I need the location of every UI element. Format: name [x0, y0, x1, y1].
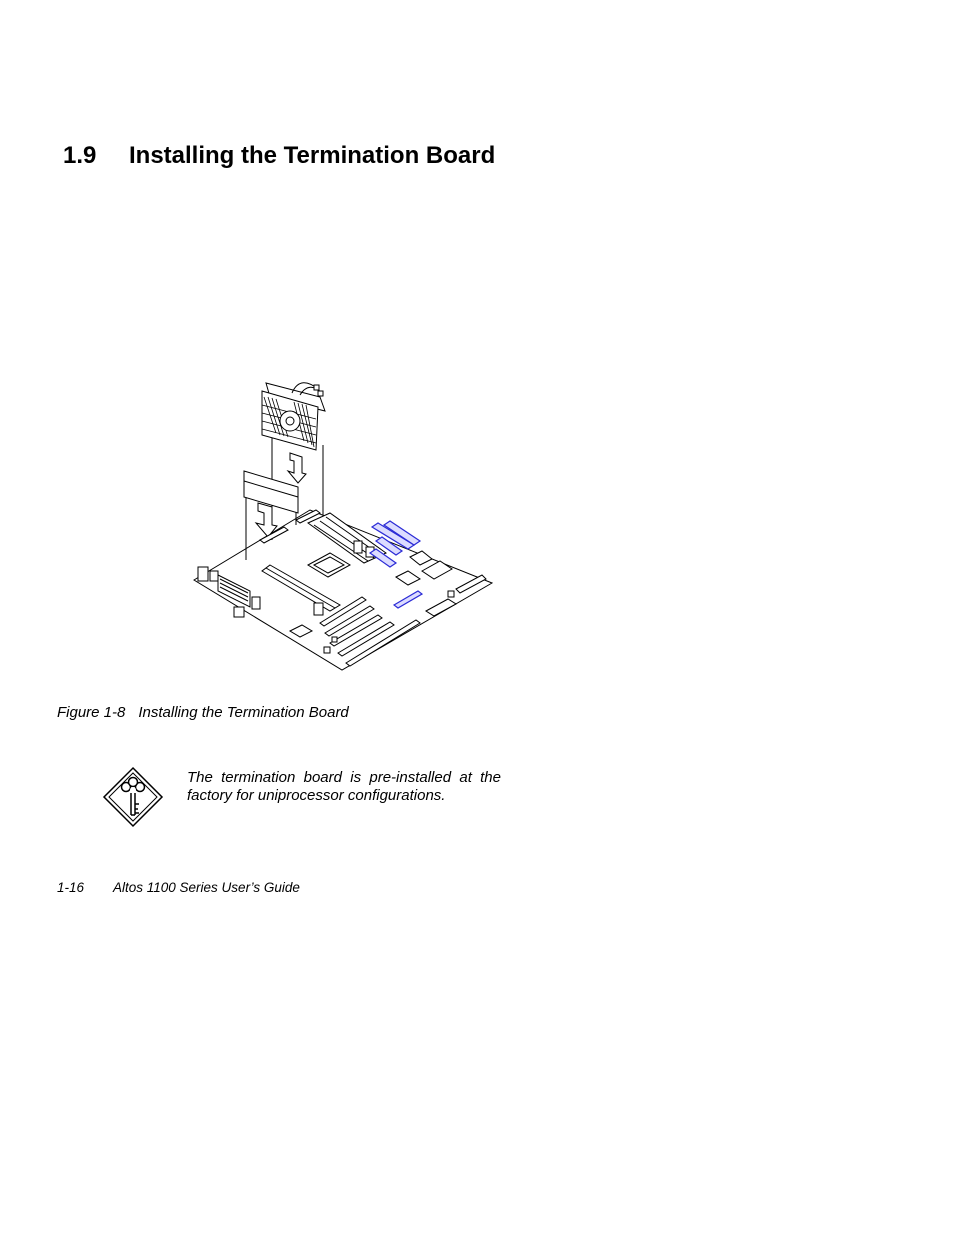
- motherboard-installation-diagram: [190, 375, 500, 675]
- section-heading: [63, 140, 495, 172]
- page-number: 1-16: [57, 880, 85, 895]
- section-title: Installing the Termination Board: [129, 142, 496, 169]
- figure-number: Figure 1-8: [57, 704, 126, 721]
- section-number: 1.9: [63, 142, 97, 169]
- installation-figure: [190, 375, 500, 675]
- figure-caption: [57, 704, 349, 721]
- page-footer: [57, 880, 300, 895]
- figure-caption-text: Installing the Termination Board: [138, 704, 349, 721]
- key-icon: [102, 766, 164, 828]
- processor-module: [262, 383, 325, 450]
- note-text: The termination board is pre-installed at the factory for uniprocessor configurations.: [187, 769, 501, 804]
- down-arrow-icon: [288, 453, 306, 483]
- guide-title: Altos 1100 Series User’s Guide: [113, 880, 300, 895]
